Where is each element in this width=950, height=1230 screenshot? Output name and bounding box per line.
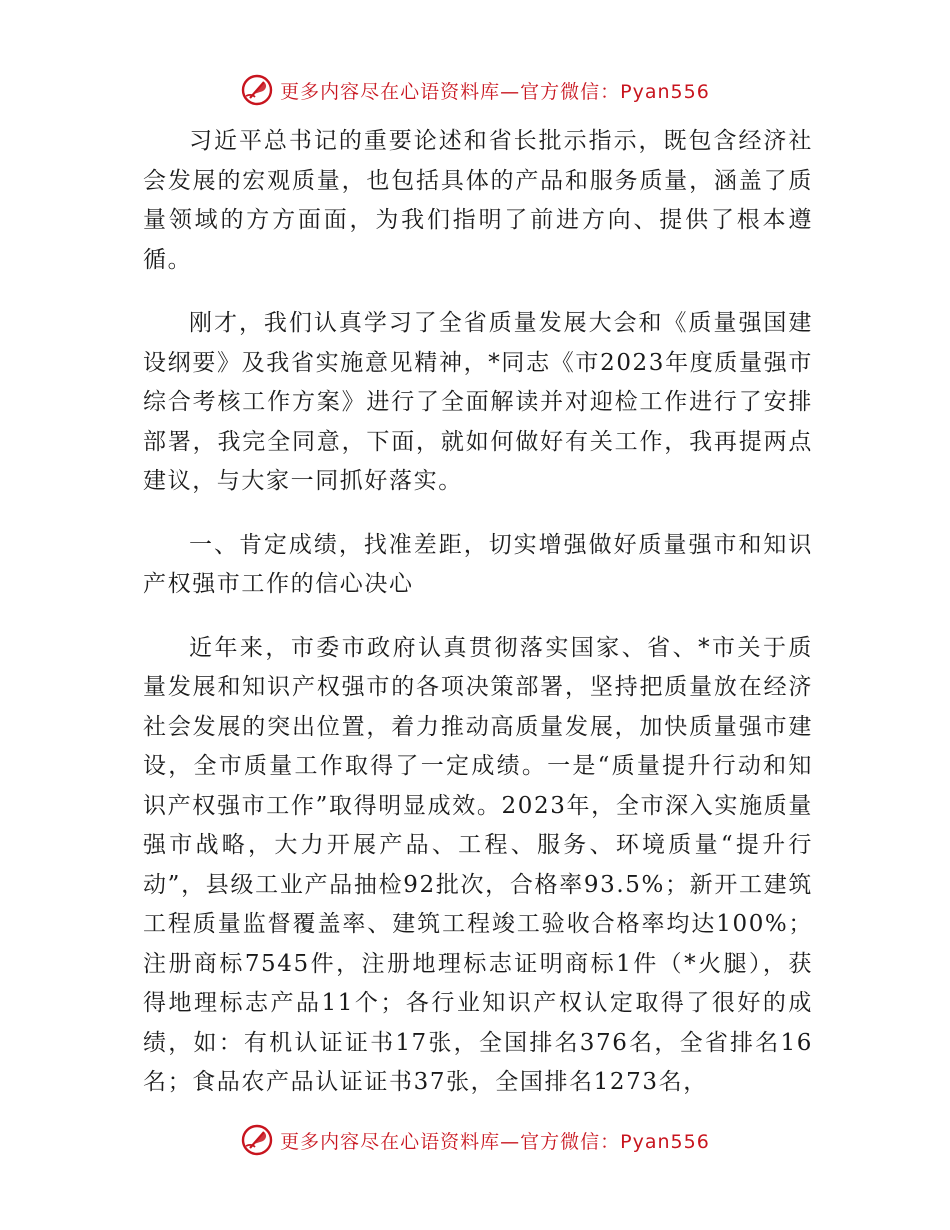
watermark-banner-bottom	[0, 1118, 950, 1162]
watermark-text-top: 更多内容尽在心语资料库—官方微信：Pyan556	[280, 80, 710, 103]
quill-pen-logo-icon	[240, 1123, 274, 1157]
watermark-banner-top	[0, 68, 950, 112]
paragraph-1: 习近平总书记的重要论述和省长批示指示，既包含经济社会发展的宏观质量，也包括具体的产品和服务质量，涵盖了质量领域的方方面面，为我们指明了前进方向、提供了根本遵循。	[143, 128, 813, 273]
document-body	[143, 122, 813, 1127]
paragraph-3: 近年来，市委市政府认真贯彻落实国家、省、*市关于质量发展和知识产权强市的各项决策部署，坚持把质量放在经济社会发展的突出位置，着力推动高质量发展，加快质量强市建设，全市质量工作取得了一定成绩。一是“质量提升行动和知识产权强市工作”取得明显成效。2023年，全市深入实施质量强市战略，大力开展产品、工程、服务、环境质量“提升行动”，县级工业产品抽检92批次，合格率93.5%；新开工建筑工程质量监督覆盖率、建筑工程竣工验收合格率均达100%；注册商标7545件，注册地理标志证明商标1件（*火腿），获得地理标志产品11个；各行业知识产权认定取得了很好的成绩，如：有机认证证书17张，全国排名376名，全省排名16名；食品农产品认证证书37张，全国排名1273名，	[143, 634, 813, 1095]
paragraph-2: 刚才，我们认真学习了全省质量发展大会和《质量强国建设纲要》及我省实施意见精神，*同志《市2023年度质量强市综合考核工作方案》进行了全面解读并对迎检工作进行了安排部署，我完全同意，下面，就如何做好有关工作，我再提两点建议，与大家一同抓好落实。	[143, 310, 813, 494]
watermark-text-bottom: 更多内容尽在心语资料库—官方微信：Pyan556	[280, 1130, 710, 1153]
quill-pen-logo-icon	[240, 73, 274, 107]
section-heading: 一、肯定成绩，找准差距，切实增强做好质量强市和知识产权强市工作的信心决心	[143, 531, 813, 597]
